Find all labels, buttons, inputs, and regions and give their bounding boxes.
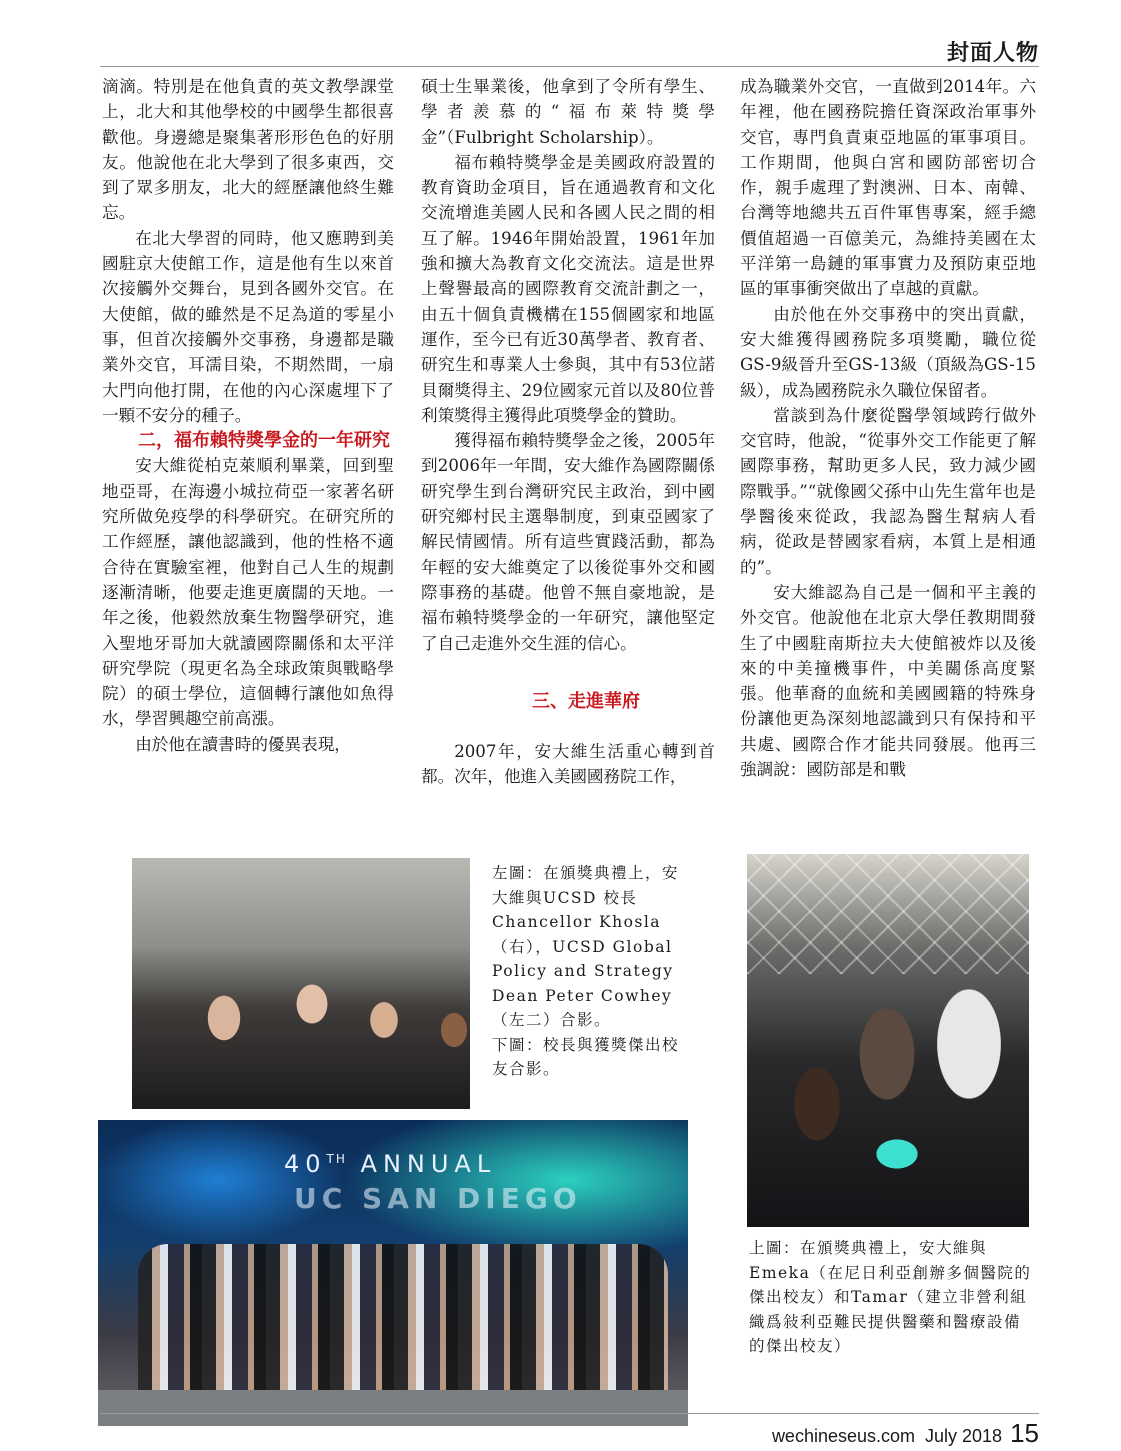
- bottom-rule: [100, 1413, 1039, 1414]
- paragraph: 滴滴。特別是在他負責的英文教學課堂上，北大和其他學校的中國學生都很喜歡他。身邊總是聚集著形形色色的好朋友。他說他在北大學到了很多東西，交到了眾多朋友，北大的經歷讓他終生難忘。: [102, 77, 394, 223]
- article-column-1: [102, 74, 394, 757]
- paragraph: 2007年，安大維生活重心轉到首都。次年，他進入美國國務院工作，: [421, 742, 715, 787]
- paragraph: 安大維從柏克萊順利畢業，回到聖地亞哥，在海邊小城拉荷亞一家著名研究所做免疫學的科學研究。在研究所的工作經歷，讓他認識到，他的性格不適合待在實驗室裡，他對自己人生的規劃逐漸清晰，他要走進更廣闊的天地。一年之後，他毅然放棄生物醫學研究，進入聖地牙哥加大就讀國際關係和太平洋研究學院（現更名為全球政策與戰略學院）的碩士學位，這個轉行讓他如魚得水，學習興趣空前高漲。: [102, 456, 394, 729]
- awards-group-photo: [98, 1120, 688, 1426]
- footer-site: wechineseus.com: [771, 1426, 916, 1446]
- crowd: [138, 1244, 668, 1394]
- section-heading-2: 二，福布賴特獎學金的一年研究: [138, 430, 390, 452]
- caption-line: 下圖：校長與獲獎傑出校友合影。: [492, 1035, 680, 1078]
- trio-photo: [747, 854, 1029, 1227]
- caption-top: [749, 1236, 1033, 1359]
- article-column-3: [740, 74, 1036, 782]
- paragraph: 由於他在外交事務中的突出貢獻，安大維獲得國務院多項獎勵，職位從GS-9級晉升至GS-13級（頂級為GS-15級），成為國務院永久職位保留者。: [740, 304, 1036, 400]
- awards-banner: 40TH ANNUAL: [284, 1150, 497, 1178]
- article-column-2: [421, 74, 715, 790]
- ceiling-truss: [747, 854, 1029, 974]
- paragraph: 在北大學習的同時，他又應聘到美國駐京大使館工作，這是他有生以來首次接觸外交舞台，見到各國外交官。在大使館，做的雖然是不足為道的零星小事，但首次接觸外交事務，身邊都是職業外交官，耳濡目染，不期然間，一扇大門向他打開，在他的內心深處埋下了一顆不安分的種子。: [102, 228, 394, 425]
- section-label: 封面人物: [946, 40, 1039, 66]
- caption-left: [492, 861, 682, 1082]
- paragraph: 當談到為什麼從醫學領域跨行做外交官時，他說，“從事外交工作能更了解國際事務，幫助更多人民，致力減少國際戰爭。”“就像國父孫中山先生當年也是學醫後來從政，我認為醫生幫病人看病，從政是替國家看病，本質上是相通的”。: [740, 405, 1036, 577]
- ceremony-photo: [132, 858, 470, 1109]
- paragraph: 由於他在讀書時的優異表現，: [135, 734, 351, 754]
- paragraph: 獲得福布賴特獎學金之後，2005年到2006年一年間，安大維作為國際關係研究學生到台灣研究民主政治，到中國研究鄉村民主選舉制度，到東亞國家了解民情國情。所有這些實踐活動，都為年輕的安大維奠定了以後從事外交和國際事務的基礎。他曾不無自豪地說，是福布賴特獎學金的一年研究，讓他堅定了自己走進外交生涯的信心。: [421, 431, 715, 653]
- paragraph: 安大維認為自己是一個和平主義的外交官。他說他在北京大學任教期間發生了中國駐南斯拉夫大使館被炸以及後來的中美撞機事件，中美關係高度緊張。他華裔的血統和美國國籍的特殊身份讓他更為深刻地認識到只有保持和平共處、國際合作才能共同發展。他再三強調說：國防部是和戰: [740, 582, 1036, 780]
- caption-line: 上圖：在頒獎典禮上，安大維與Emeka（在尼日利亞創辦多個醫院的傑出校友）和Tamar（建立非營利組織爲敍利亞難民提供醫藥和醫療設備的傑出校友）: [749, 1239, 1032, 1355]
- footer: [772, 1418, 1039, 1449]
- awards-banner-subtitle: UC SAN DIEGO: [294, 1182, 582, 1215]
- section-heading-3: 三、走進華府: [532, 690, 640, 712]
- top-rule: [100, 66, 1039, 67]
- footer-date: July 2018: [925, 1426, 1003, 1446]
- stage-floor: [98, 1390, 688, 1426]
- page-number: 15: [1010, 1418, 1039, 1448]
- paragraph: 碩士生畢業後，他拿到了令所有學生、學者羨慕的“福布萊特獎學金”（Fulbright Scholarship）。: [421, 77, 715, 147]
- caption-line: 左圖：在頒獎典禮上，安大維與UCSD 校長Chancellor Khosla（右），UCSD Global Policy and Strategy Dean Peter Cowhey（左二）合影。: [492, 864, 680, 1029]
- paragraph: 福布賴特獎學金是美國政府設置的教育資助金項目，旨在通過教育和文化交流增進美國人民和各國人民之間的相互了解。1946年開始設置，1961年加強和擴大為教育文化交流法。這是世界上聲譽最高的國際教育交流計劃之一，由五十個負責機構在155個國家和地區運作，至今已有近30萬學者、教育者、研究生和專業人士參與，其中有53位諾貝爾獎得主、29位國家元首以及80位普利策獎得主獲得此項獎學金的贊助。: [421, 152, 715, 425]
- paragraph: 成為職業外交官，一直做到2014年。六年裡，他在國務院擔任資深政治軍事外交官，專門負責東亞地區的軍事項目。工作期間，他與白宮和國防部密切合作，親手處理了對澳洲、日本、南韓、台灣等地總共五百件軍售專案，經手總價值超過一百億美元，為維持美國在太平洋第一島鏈的軍事實力及預防東亞地區的軍事衝突做出了卓越的貢獻。: [740, 77, 1036, 299]
